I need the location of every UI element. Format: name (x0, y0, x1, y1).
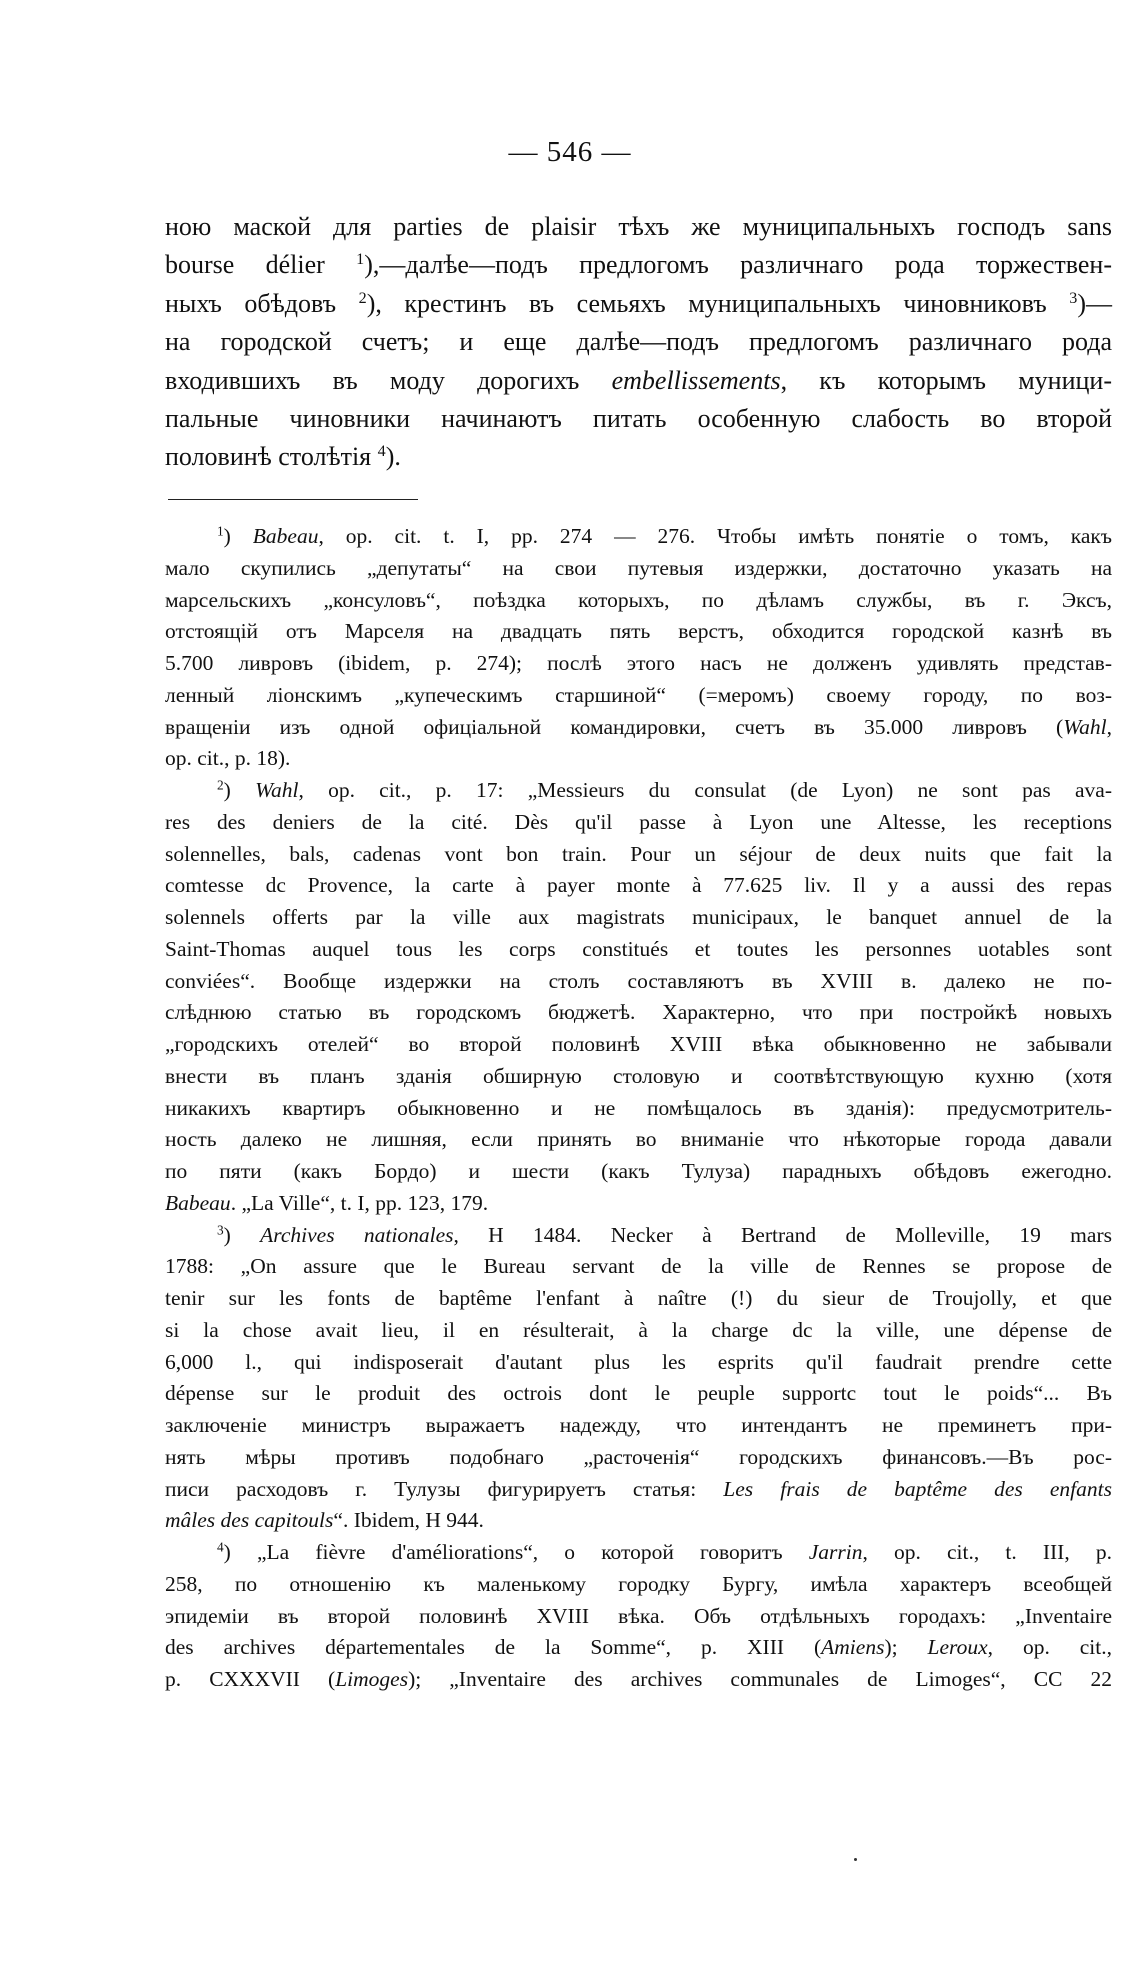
italic-text: Les frais de baptême des enfants (723, 1476, 1112, 1501)
text-run: 1788: „On assure que le Bureau servant de la ville de Rennes se propose de (165, 1254, 1112, 1279)
footnote-3 (165, 1220, 1112, 1538)
text-run: res des deniers de la cité. Dès qu'il passe à Lyon une Altesse, les receptions (165, 809, 1112, 834)
text-run: вращеніи изъ одной офиціальной командировки, счетъ въ 35.000 ливровъ ( (165, 714, 1064, 739)
footnote-marker: 3 (1069, 289, 1078, 307)
text-run: „городскихъ отелей“ во второй половинѣ XVIII вѣка обыкновенно не забывали (165, 1032, 1112, 1056)
text-run: )— (1077, 288, 1113, 318)
footnote-line (165, 1124, 1112, 1156)
text-run: solennelles, bals, cadenas vont bon train. Pour un séjour de deux nuits que fait la (165, 841, 1112, 866)
text-run: op. cit., p. 18). (165, 746, 291, 771)
footnote-line (165, 997, 1112, 1029)
footnotes (165, 521, 1112, 1696)
footnote-line (165, 807, 1112, 839)
text-run: половинѣ столѣтія (165, 442, 378, 472)
text-line (165, 438, 1112, 476)
footnote-line (165, 1029, 1112, 1061)
italic-text: Limoges (335, 1667, 409, 1691)
footnote-line (165, 648, 1112, 680)
footnote-2 (165, 775, 1112, 1220)
footnote-line (165, 775, 1112, 807)
text-run: входившихъ въ моду дорогихъ (165, 365, 612, 395)
text-run: . „La Ville“, t. I, pp. 123, 179. (230, 1190, 489, 1215)
text-run: эпидеміи въ второй половинѣ XVIII вѣка. Объ отдѣльныхъ городахъ: „Inventaire (165, 1603, 1112, 1628)
text-run: пальные чиновники начинаютъ питать особенную слабость во второй (165, 404, 1112, 434)
text-line (165, 208, 1112, 246)
text-run: отстоящій отъ Марселя на двадцать пять верстъ, обходится городской казнѣ въ (165, 619, 1112, 644)
italic-text: Amiens (821, 1635, 885, 1660)
text-run: ною маской для parties de plaisir тѣхъ же муниципальныхъ господъ sans (165, 212, 1112, 241)
footnote-line (165, 1505, 1112, 1537)
text-run: “. Ibidem, H 944. (333, 1508, 484, 1533)
text-run: ). (385, 442, 401, 472)
text-line (165, 400, 1112, 438)
footnote-marker: 1 (217, 523, 224, 539)
footnote-line (165, 1156, 1112, 1188)
text-line (165, 362, 1112, 400)
footnote-line (165, 870, 1112, 902)
text-run: , (1106, 714, 1112, 739)
text-run: comtesse dc Provence, la carte à payer monte à 77.625 liv. Il y a aussi des repas (165, 873, 1112, 898)
footnote-line (165, 839, 1112, 871)
text-run: ), крестинъ въ семьяхъ муниципальныхъ чиновниковъ (366, 288, 1070, 318)
text-run: ) (223, 524, 253, 548)
footnote-line (165, 1601, 1112, 1633)
text-run: dépense sur le produit des octrois dont le peuple supportc tout le poids“... Въ (165, 1381, 1112, 1406)
italic-text: Leroux (927, 1635, 988, 1660)
footnote-marker: 1 (356, 251, 365, 269)
footnote-line (165, 934, 1112, 966)
text-run: des archives départementales de la Somme“, p. XIII ( (165, 1635, 822, 1660)
text-line (165, 323, 1112, 361)
italic-text: Babeau (252, 524, 319, 548)
footnote-line (165, 680, 1112, 712)
footnote-line (165, 616, 1112, 648)
text-run: , H 1484. Necker à Bertrand de Molleville, 19 mars (453, 1222, 1112, 1247)
footnote-line (165, 1442, 1112, 1474)
footnote-1 (165, 521, 1112, 775)
text-run: solennels offerts par la ville aux magistrats municipaux, le banquet annuel de la (165, 905, 1112, 929)
footnote-line (165, 1474, 1112, 1506)
footnote-separator (168, 499, 418, 500)
text-run: ) „La fièvre d'améliorations“, о которой говоритъ (223, 1540, 809, 1564)
footnote-line (165, 1664, 1112, 1696)
text-run: 258, по отношенію къ маленькому городку Бургу, имѣла характеръ всеобщей (165, 1571, 1112, 1596)
italic-text: Wahl (255, 778, 299, 802)
footnote-line (165, 1093, 1112, 1125)
text-run: , op. cit., (987, 1635, 1112, 1660)
footnote-line (165, 1061, 1112, 1093)
text-run: p. CXXXVII ( (165, 1667, 336, 1691)
text-run: Saint-Thomas auquel tous les corps constitués et toutes les personnes uotables sont (165, 936, 1112, 961)
text-run: ),—далѣе—подъ предлогомъ различнаго рода торжествен- (364, 250, 1112, 280)
footnote-line (165, 1537, 1112, 1569)
text-line (165, 246, 1112, 284)
footnote-4 (165, 1537, 1112, 1696)
footnote-line (165, 553, 1112, 585)
footnote-line (165, 1315, 1112, 1347)
text-run: нять мѣры противъ подобнаго „расточенія“ городскихъ финансовъ.—Въ рос- (165, 1444, 1112, 1469)
footnote-marker: 2 (217, 777, 224, 793)
text-run: мало скупились „депутаты“ на свои путевыя издержки, достаточно указать на (165, 555, 1112, 580)
text-line (165, 285, 1112, 323)
footnote-line (165, 585, 1112, 617)
page-number: — 546 — (508, 136, 632, 168)
text-run: , op. cit., t. III, p. (862, 1540, 1112, 1564)
text-run: 5.700 ливровъ (ibidem, p. 274); послѣ этого насъ не долженъ удивлять представ- (165, 651, 1112, 675)
text-run: , op. cit. t. I, pp. 274 — 276. Чтобы имѣть понятіе о томъ, какъ (318, 524, 1112, 548)
text-run: ) (223, 778, 256, 802)
text-run: si la chose avait lieu, il en résulterait, à la charge dc la ville, une dépense de (165, 1317, 1112, 1342)
text-run: 6,000 l., qui indisposerait d'autant plus les esprits qu'il faudrait prendre cette (165, 1349, 1112, 1374)
text-run: марсельскихъ „консуловъ“, поѣздка которыхъ, по дѣламъ службы, въ г. Эксъ, (165, 587, 1112, 612)
text-run: ленный ліонскимъ „купеческимъ старшиной“ (=меромъ) своему городу, по воз- (165, 682, 1112, 707)
text-run: , къ которымъ муници- (780, 365, 1112, 395)
footnote-line (165, 1347, 1112, 1379)
footnote-line (165, 1283, 1112, 1315)
italic-text: Wahl (1063, 714, 1107, 739)
print-speck (854, 1858, 857, 1861)
text-run: ); „Inventaire des archives communales de Limoges“, CC 22 (408, 1667, 1112, 1691)
text-run: ) (223, 1222, 261, 1247)
text-run: tenir sur les fonts de baptême l'enfant à naître (!) du sieur de Troujolly, et que (165, 1286, 1112, 1310)
footnote-marker: 4 (217, 1539, 224, 1555)
footnote-line (165, 1251, 1112, 1283)
text-run: , op. cit., p. 17: „Messieurs du consulat (de Lyon) ne sont pas ava- (298, 778, 1112, 802)
footnote-line (165, 1188, 1112, 1220)
italic-text: Jarrin (808, 1540, 863, 1564)
italic-text: mâles des capitouls (165, 1508, 334, 1533)
footnote-line (165, 966, 1112, 998)
text-run: ность далеко не лишняя, если принять во вниманіе что нѣкоторые города давали (165, 1127, 1112, 1152)
text-run: на городской счетъ; и еще далѣе—подъ предлогомъ различнаго рода (165, 327, 1112, 357)
text-run: ныхъ обѣдовъ (165, 288, 359, 318)
text-run: conviées“. Вообще издержки на столъ составляютъ въ XVIII в. далеко не по- (165, 968, 1112, 993)
footnote-line (165, 743, 1112, 775)
footnote-line (165, 902, 1112, 934)
text-run: слѣднюю статью въ городскомъ бюджетѣ. Характерно, что при постройкѣ новыхъ (165, 1000, 1112, 1025)
footnote-line (165, 1220, 1112, 1252)
text-run: писи расходовъ г. Тулузы фигурируетъ статья: (165, 1476, 724, 1501)
main-paragraph (165, 208, 1112, 477)
text-run: bourse délier (165, 250, 357, 280)
footnote-line (165, 521, 1112, 553)
text-run: заключеніе министръ выражаетъ надежду, что интендантъ не преминетъ при- (165, 1413, 1112, 1437)
footnote-marker: 2 (358, 289, 367, 307)
text-run: никакихъ квартиръ обыкновенно и не помѣщалось въ зданія): предусмотритель- (165, 1095, 1112, 1120)
footnote-line (165, 1569, 1112, 1601)
italic-text: Archives nationales (260, 1222, 454, 1247)
text-run: ); (884, 1635, 928, 1660)
footnote-marker: 3 (217, 1222, 224, 1238)
footnote-marker: 4 (377, 443, 386, 461)
italic-text: embellissements (611, 365, 781, 395)
text-run: по пяти (какъ Бордо) и шести (какъ Тулуза) парадныхъ обѣдовъ ежегодно. (165, 1159, 1112, 1183)
footnote-line (165, 1410, 1112, 1442)
footnote-line (165, 1632, 1112, 1664)
italic-text: Babeau (165, 1190, 231, 1215)
footnote-line (165, 712, 1112, 744)
text-run: внести въ планъ зданія обширную столовую и соотвѣтствующую кухню (хотя (165, 1063, 1112, 1088)
footnote-line (165, 1378, 1112, 1410)
